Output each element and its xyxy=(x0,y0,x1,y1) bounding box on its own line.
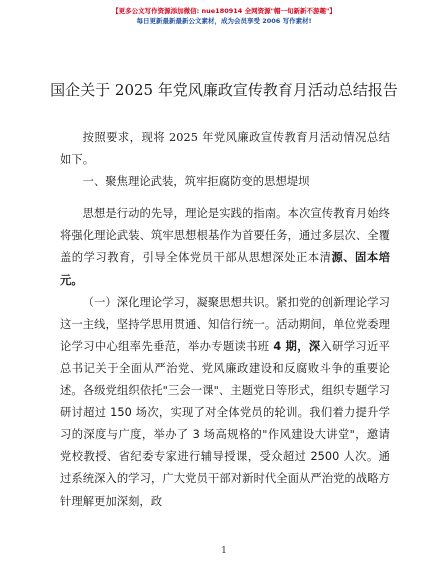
page-number: 1 xyxy=(221,546,227,556)
paragraph-text: （一）深化理论学习，凝聚思想共识。紧扣党的创新理论学习这一主线，坚持学思用贯通、知信行统一。活动期间，单位党委理论学习中心组率先垂范，举办专题读书班 xyxy=(60,295,390,353)
paragraph-text: 人次。通过系统深入的学习，广大党员干部对新时代全面从严治党的战略方针理解更加深刻，政 xyxy=(60,450,390,508)
number-value: 150 xyxy=(110,406,132,420)
paragraph-text: 入研学习近平总书记关于全面从严治党、党风廉政建设和反腐败斗争的重要论述。各级党组织依托"三会一课"、主题党日等形式，组织专题学习研讨超过 xyxy=(60,339,390,420)
document-body xyxy=(60,127,390,513)
banner-line-2: 每日更新最新最新公文素材，成为会员享受 2006 写作素材! xyxy=(136,17,312,25)
banner-line-1: 【更多公文写作资源添加微信: nue180914 全网资源"帽一旬新新不游趣"】 xyxy=(112,7,336,15)
section-1-heading: 一、聚焦理论武装，筑牢拒腐防变的思想堤坝 xyxy=(82,175,310,189)
section-1-paragraph-2 xyxy=(60,292,390,513)
bold-phrase: 源、固本培元。 xyxy=(60,251,390,287)
number-value: 3 xyxy=(192,428,200,442)
paragraph-text: 思想是行动的先导，理论是实践的指南。本次宣传教育月始终将强化理论武装、筑牢思想根基作为首要任务，通过多层次、全覆盖的学习教育，引导全体党员干部从思想深处正本清 xyxy=(60,207,390,265)
header-banner xyxy=(0,6,448,26)
section-1-paragraph-1 xyxy=(60,203,390,291)
bold-phrase: 4 期，深 xyxy=(273,339,321,353)
number-value: 2500 xyxy=(310,450,340,464)
paragraph-text: 场高规格的"作风建设大讲堂"，邀请党校教授、省纪委专家进行辅导授课，受众超过 xyxy=(60,428,390,464)
intro-paragraph: 按照要求，现将 2025 年党风廉政宣传教育月活动情况总结如下。 xyxy=(60,131,390,167)
paragraph-text: 场次，实现了对全体党员的轮训。我们着力提升学习的深度与广度，举办了 xyxy=(60,406,391,442)
document-title: 国企关于 2025 年党风廉政宣传教育月活动总结报告 xyxy=(50,81,398,99)
